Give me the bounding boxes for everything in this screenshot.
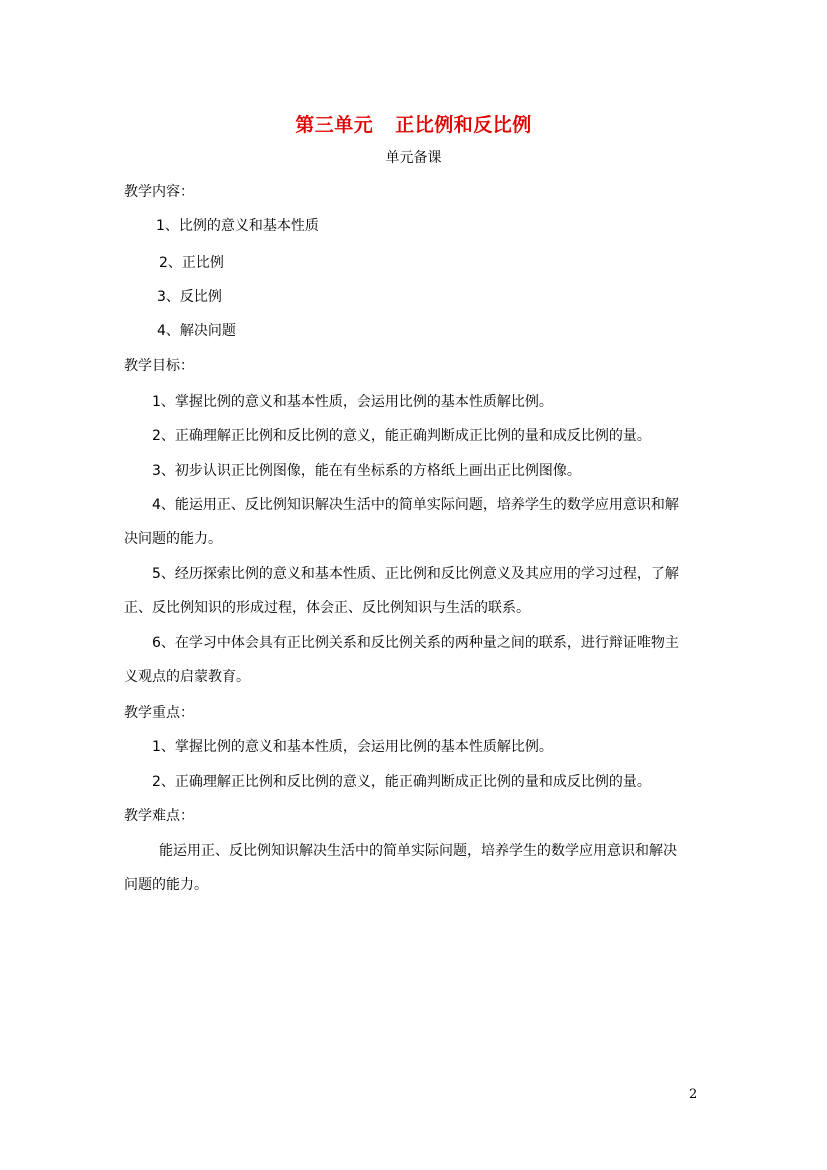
goal-item-5-line-1: 5、经历探索比例的意义和基本性质、正比例和反比例意义及其应用的学习过程，了解 [152, 566, 679, 582]
document-title [0, 110, 827, 137]
section-heading-content: 教学内容： [124, 184, 194, 200]
title-unit: 第三单元 [295, 114, 374, 136]
subtitle: 单元备课 [385, 150, 442, 166]
key-point-item-2: 2、正确理解正比例和反比例的意义，能正确判断成正比例的量和成反比例的量。 [152, 774, 651, 790]
difficulty-item-1-line-1: 能运用正、反比例知识解决生活中的简单实际问题，培养学生的数学应用意识和解决 [159, 843, 677, 859]
section-heading-goals: 教学目标： [124, 358, 194, 374]
content-item-1: 1、比例的意义和基本性质 [156, 218, 319, 234]
goal-item-1: 1、掌握比例的意义和基本性质，会运用比例的基本性质解比例。 [152, 394, 553, 410]
content-item-2: 2、正比例 [159, 255, 224, 271]
title-topic: 正比例和反比例 [395, 114, 532, 136]
section-heading-difficulties: 教学难点： [124, 808, 194, 824]
goal-item-2: 2、正确理解正比例和反比例的意义，能正确判断成正比例的量和成反比例的量。 [152, 428, 651, 444]
section-heading-key-points: 教学重点： [124, 705, 194, 721]
goal-item-4-line-1: 4、能运用正、反比例知识解决生活中的简单实际问题，培养学生的数学应用意识和解 [152, 497, 679, 513]
page-number: 2 [689, 1087, 698, 1102]
goal-item-3: 3、初步认识正比例图像，能在有坐标系的方格纸上画出正比例图像。 [152, 463, 581, 479]
difficulty-item-1-line-2: 问题的能力。 [124, 877, 208, 893]
goal-item-6-line-2: 义观点的启蒙教育。 [124, 669, 250, 685]
goal-item-6-line-1: 6、在学习中体会具有正比例关系和反比例关系的两种量之间的联系，进行辩证唯物主 [152, 635, 679, 651]
goal-item-5-line-2: 正、反比例知识的形成过程，体会正、反比例知识与生活的联系。 [124, 600, 530, 616]
content-item-3: 3、反比例 [157, 289, 222, 305]
key-point-item-1: 1、掌握比例的意义和基本性质，会运用比例的基本性质解比例。 [152, 739, 553, 755]
content-item-4: 4、解决问题 [157, 323, 236, 339]
goal-item-4-line-2: 决问题的能力。 [124, 531, 222, 547]
